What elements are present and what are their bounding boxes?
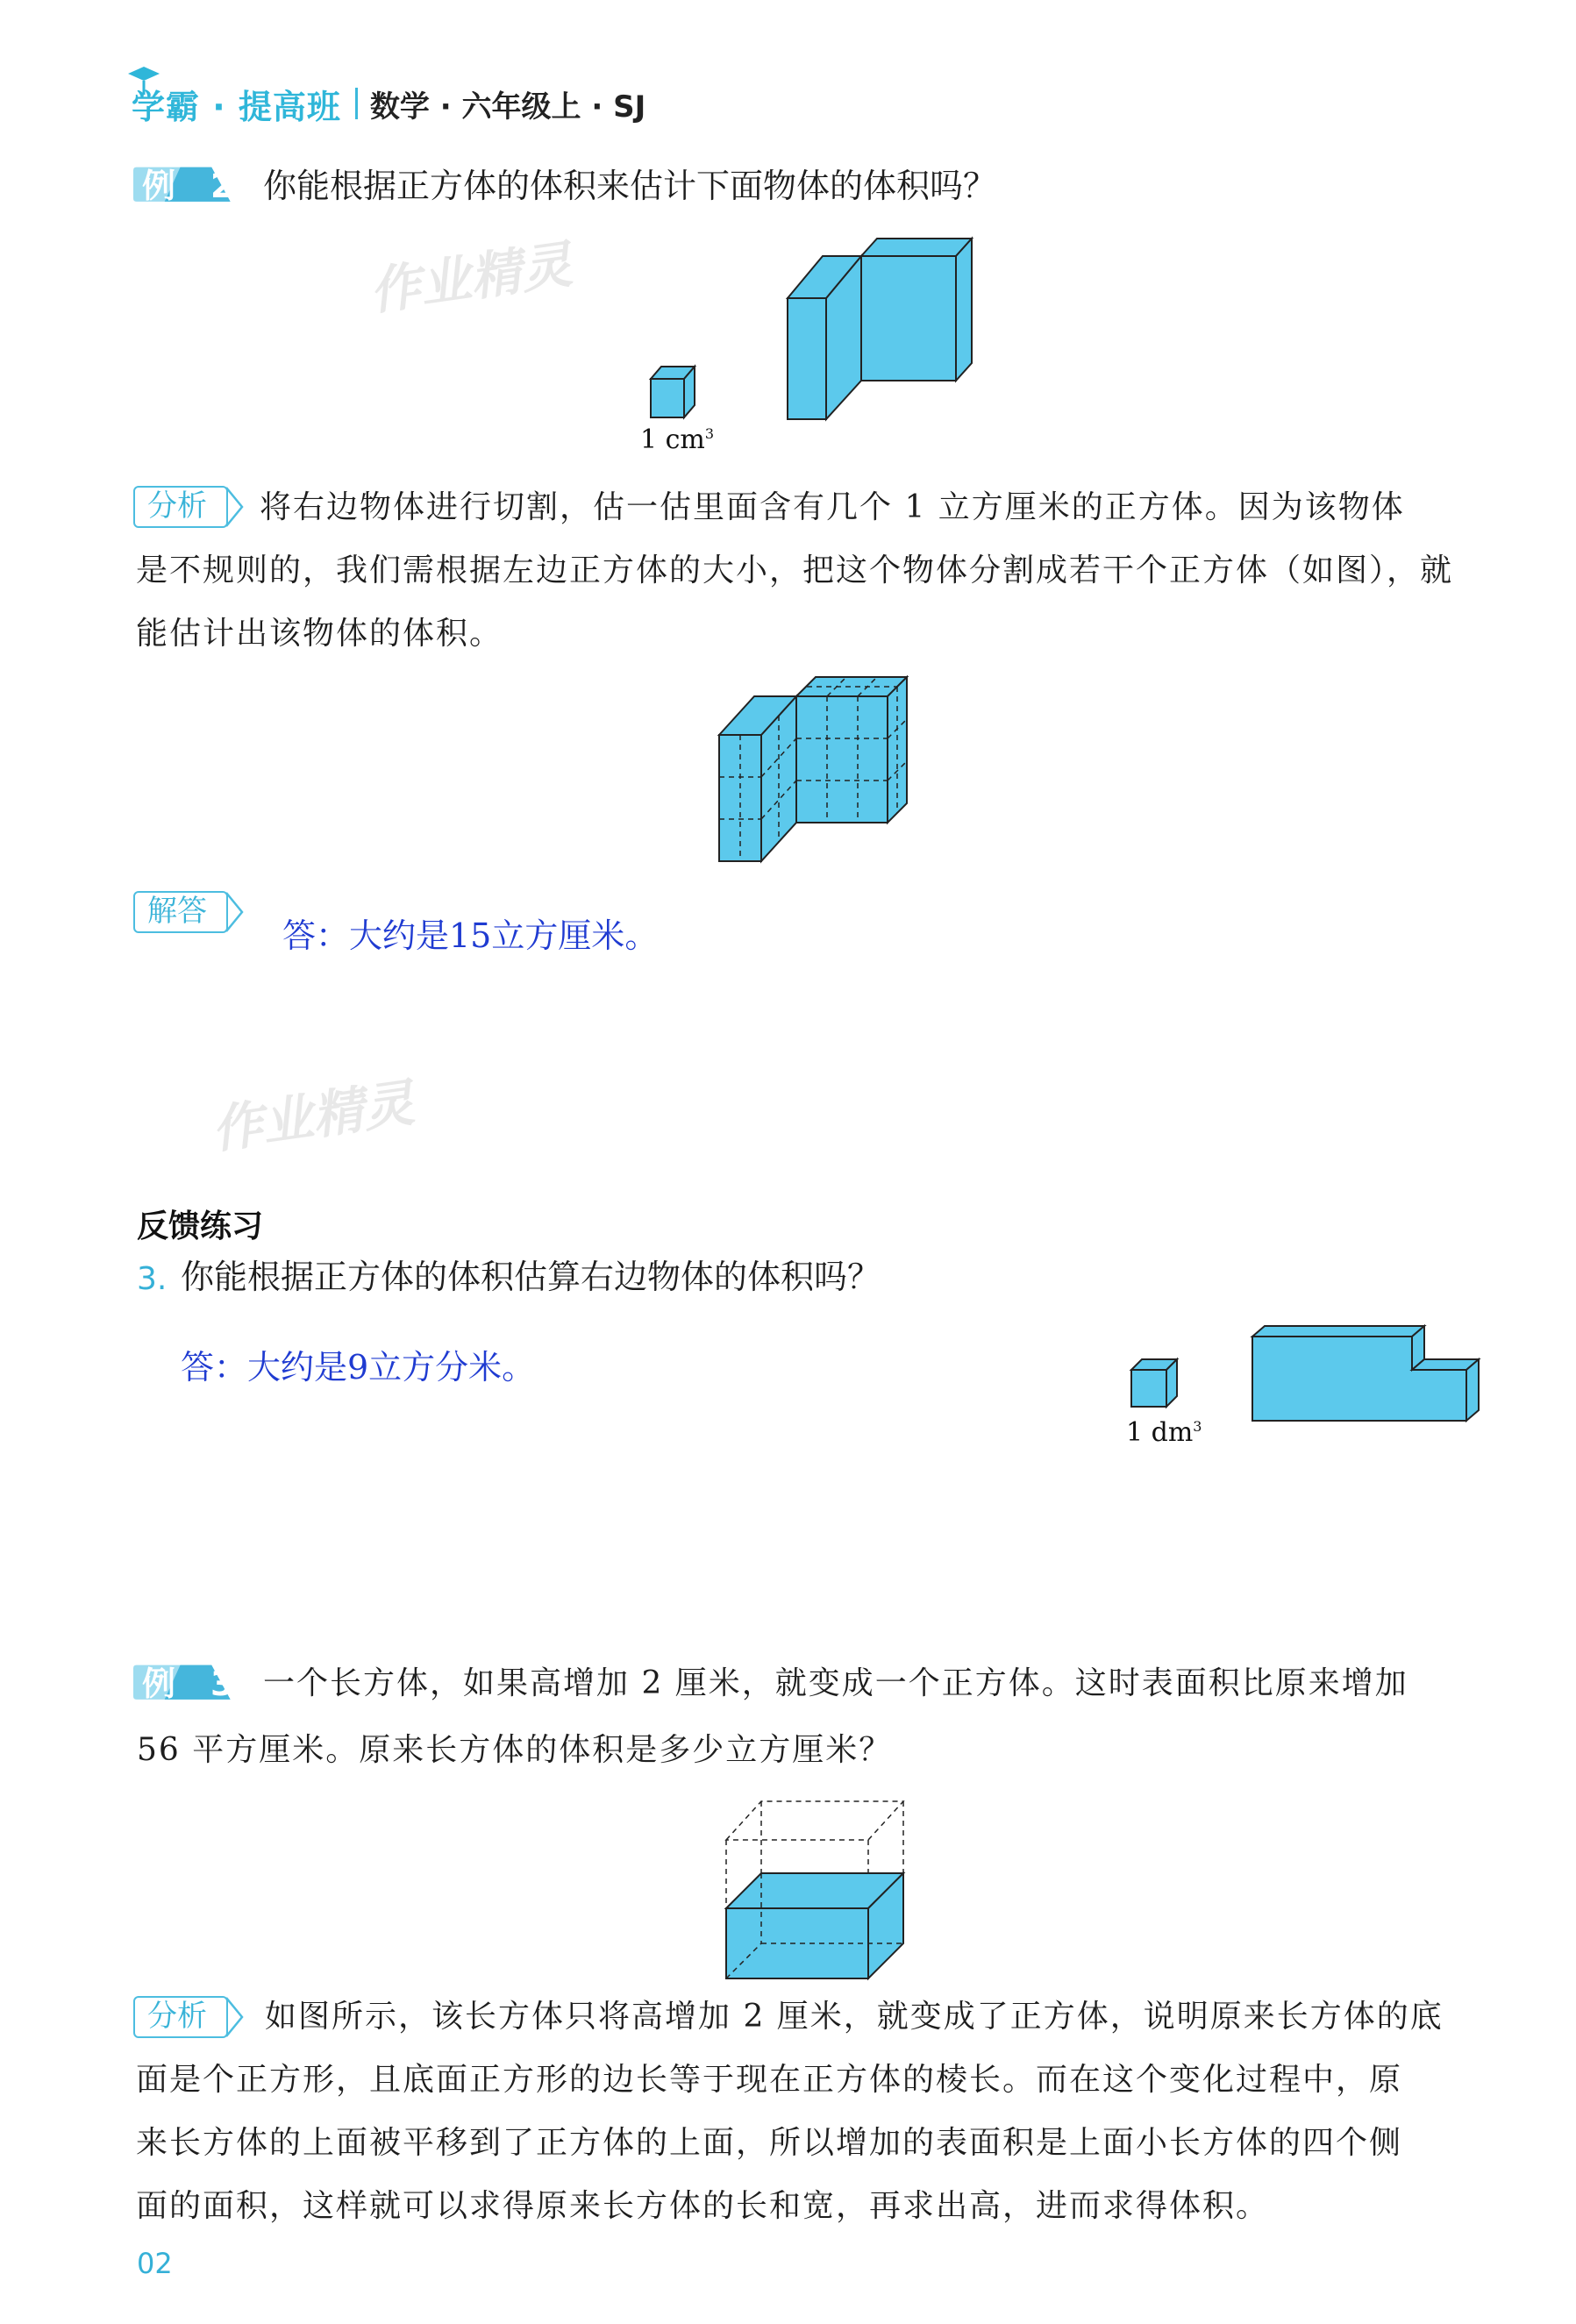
tag-arrow-icon	[226, 891, 246, 933]
example3-question: 一个长方体，如果高增加 2 厘米，就变成一个正方体。这时表面积比原来增加	[263, 1665, 1408, 1701]
analysis-text-cont: 是不规则的，我们需根据左边正方体的大小，把这个物体分割成若干个正方体（如图），就 能估计出该物体的体积。	[136, 552, 1454, 652]
segmented-object-figure	[702, 667, 930, 868]
l-shaped-object	[788, 239, 972, 419]
answer-tag: 解答	[133, 891, 228, 933]
brand-title: 学霸 · 提高班	[132, 87, 341, 126]
unit-cube-dm	[1131, 1359, 1177, 1407]
example-tag-label: 例	[142, 167, 176, 205]
unit-cube-cm	[651, 367, 695, 417]
analysis-tag: 分析	[133, 1996, 228, 2038]
step-shaped-object	[1252, 1326, 1479, 1421]
example2-figure	[640, 230, 991, 458]
watermark: 作业精灵	[366, 234, 576, 322]
example3-question-cont: 56 平方厘米。原来长方体的体积是多少立方厘米？	[137, 1732, 893, 1768]
analysis-tag: 分析	[133, 486, 228, 528]
analysis-text: 将右边物体进行切割，估一估里面含有几个 1 立方厘米的正方体。因为该物体	[260, 489, 1405, 525]
subject-label: 数学 · 六年级上 · SJ	[369, 89, 646, 125]
feedback-answer: 答：大约是9立方分米。	[181, 1348, 536, 1387]
feedback-question: 你能根据正方体的体积估算右边物体的体积吗？	[181, 1258, 881, 1296]
page-number: 02	[137, 2247, 173, 2280]
tag-arrow-icon	[226, 1996, 246, 2038]
example-tag-label: 例	[142, 1665, 176, 1703]
example2-answer: 答：大约是15立方厘米。	[282, 916, 659, 955]
graduation-cap-icon	[126, 63, 161, 98]
example-tag-number: 2	[210, 167, 234, 205]
feedback-title: 反馈练习	[137, 1208, 264, 1244]
question-number: 3.	[137, 1261, 168, 1297]
unit-cube-label: 1 $cm^3$	[640, 424, 715, 455]
example3-analysis-text: 如图所示，该长方体只将高增加 2 厘米，就变成了正方体，说明原来长方体的底	[265, 1999, 1444, 2035]
page-header	[132, 77, 645, 130]
unit-cube-dm-label: 1 $dm^3$	[1126, 1417, 1202, 1448]
example-question: 你能根据正方体的体积来估计下面物体的体积吗？	[263, 167, 997, 205]
cuboid-to-cube-figure	[719, 1789, 921, 1982]
watermark: 作业精灵	[208, 1073, 418, 1160]
example3-analysis-text-cont: 面是个正方形，且底面正方形的边长等于现在正方体的棱长。而在这个变化过程中，原 来长方体的上面被平移到了正方体的上面，所以增加的表面积是上面小长方体的四个侧 面的面积，这样就可以求得原来长方体的长和宽，再求出高，进而求得体积。	[136, 2062, 1403, 2224]
tag-arrow-icon	[226, 486, 246, 528]
header-divider	[355, 88, 358, 119]
example-tag-number: 3	[210, 1665, 234, 1703]
